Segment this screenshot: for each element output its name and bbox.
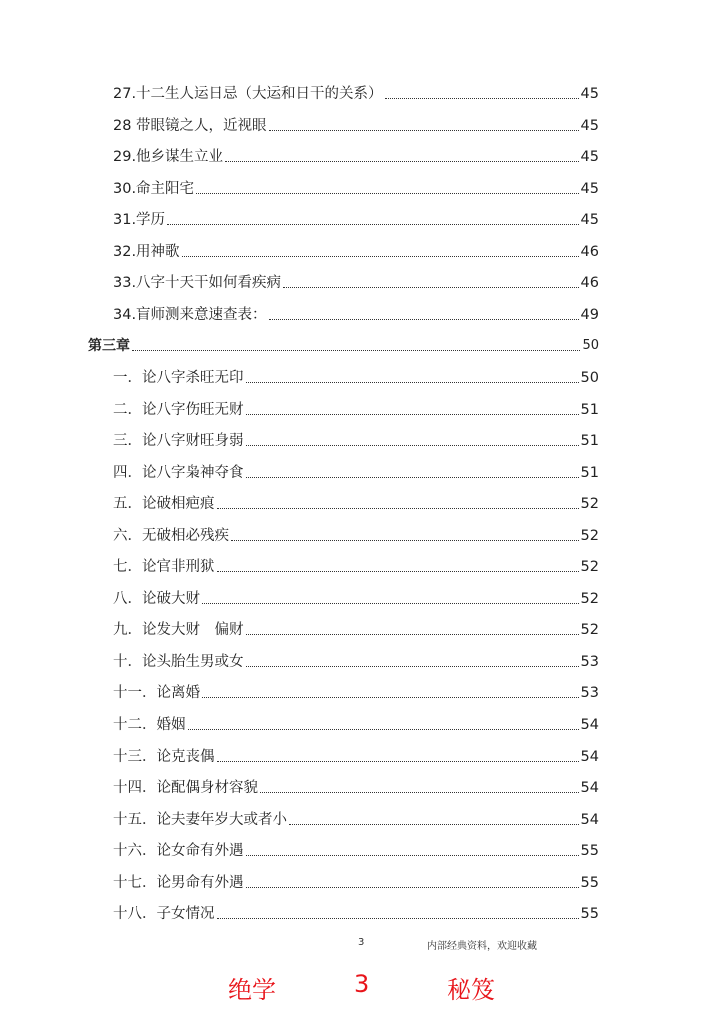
toc-entry-title: 六．无破相必残疾 xyxy=(113,527,229,544)
toc-entry-page: 54 xyxy=(580,811,599,828)
toc-entry-page: 45 xyxy=(580,86,599,102)
watermark-left: 绝学 xyxy=(228,976,276,1004)
dot-leader xyxy=(217,508,579,509)
toc-entry-page: 45 xyxy=(580,149,599,166)
toc-entry-title: 十一．论离婚 xyxy=(113,685,200,702)
dot-leader xyxy=(269,319,579,320)
dot-leader xyxy=(246,445,579,446)
toc-entry-title: 十六．论女命有外遇 xyxy=(113,843,244,860)
toc-entry-title: 29.他乡谋生立业 xyxy=(113,149,224,166)
dot-leader xyxy=(217,571,579,572)
toc-entry-page: 52 xyxy=(580,496,599,513)
toc-entry-page: 46 xyxy=(580,275,599,292)
dot-leader xyxy=(196,193,578,194)
toc-entry-title: 三．论八字财旺身弱 xyxy=(113,433,244,450)
watermark-middle: 3 xyxy=(354,970,370,998)
dot-leader xyxy=(246,414,579,415)
toc-entry-page: 52 xyxy=(580,590,599,607)
dot-leader xyxy=(246,666,579,667)
toc-entry-title: 二．论八字伤旺无财 xyxy=(113,401,244,418)
toc-entry-page: 49 xyxy=(580,306,599,323)
toc-entry-title: 八．论破大财 xyxy=(113,590,200,607)
toc-entry-title: 十．论头胎生男或女 xyxy=(113,653,244,670)
toc-entry-page: 52 xyxy=(580,527,599,544)
toc-entry-title: 十四．论配偶身材容貌 xyxy=(113,780,258,797)
toc-entry[interactable] xyxy=(113,209,599,231)
toc-entry-title: 九．论发大财 偏财 xyxy=(113,622,244,639)
toc-entry-title: 七．论官非刑狱 xyxy=(113,559,215,576)
toc-entry-page: 54 xyxy=(580,748,599,765)
dot-leader xyxy=(188,729,579,730)
dot-leader xyxy=(260,792,579,793)
toc-entry[interactable] xyxy=(113,241,599,263)
toc-entry[interactable] xyxy=(113,903,599,925)
dot-leader xyxy=(385,98,579,99)
toc-entry[interactable] xyxy=(113,430,599,452)
toc-entry-title: 十八．子女情况 xyxy=(113,906,215,923)
toc-entry-page: 46 xyxy=(580,243,599,260)
toc-entry-title: 32.用神歌 xyxy=(113,243,180,260)
toc-entry-page: 53 xyxy=(580,653,599,670)
toc-entry[interactable] xyxy=(113,619,599,641)
dot-leader xyxy=(132,350,580,351)
toc-entry[interactable] xyxy=(113,399,599,421)
toc-entry-page: 55 xyxy=(580,874,599,891)
toc-entry-page: 54 xyxy=(580,717,599,733)
toc-entry-title: 31.学历 xyxy=(113,212,166,229)
dot-leader xyxy=(246,477,579,478)
toc-entry[interactable] xyxy=(113,651,599,673)
toc-entry[interactable] xyxy=(113,746,599,768)
dot-leader xyxy=(246,634,579,635)
toc-entry-page: 54 xyxy=(580,780,599,797)
toc-entry-page: 55 xyxy=(580,906,599,923)
toc-entry[interactable] xyxy=(113,272,599,294)
toc-entry-page: 52 xyxy=(580,622,599,639)
toc-entry-title: 第三章 xyxy=(88,338,130,355)
dot-leader xyxy=(246,887,579,888)
toc-entry-page: 50 xyxy=(580,369,599,386)
toc-entry-title: 33.八字十天干如何看疾病 xyxy=(113,275,282,292)
toc-entry-title: 34.盲师测来意速查表： xyxy=(113,306,267,323)
toc-entry[interactable] xyxy=(113,367,599,389)
toc-entry-title: 五．论破相疤痕 xyxy=(113,496,215,513)
dot-leader xyxy=(283,287,578,288)
toc-entry-title: 十五．论夫妻年岁大或者小 xyxy=(113,811,287,828)
toc-entry-page: 51 xyxy=(580,464,599,481)
toc-entry-page: 51 xyxy=(580,433,599,450)
dot-leader xyxy=(217,918,579,919)
watermark-right: 秘笈 xyxy=(447,976,495,1004)
toc-entry[interactable] xyxy=(113,304,599,326)
footer-note: 内部经典资料，欢迎收藏 xyxy=(427,941,537,952)
toc-entry[interactable] xyxy=(113,115,599,137)
toc-entry-title: 十七．论男命有外遇 xyxy=(113,874,244,891)
toc-entry[interactable] xyxy=(113,462,599,484)
dot-leader xyxy=(202,603,579,604)
toc-entry[interactable] xyxy=(113,493,599,515)
toc-entry-title: 十二．婚姻 xyxy=(113,717,186,733)
toc-entry-page: 52 xyxy=(580,559,599,576)
toc-entry-title: 一．论八字杀旺无印 xyxy=(113,369,244,386)
toc-entry-title: 30.命主阳宅 xyxy=(113,180,195,197)
toc-entry[interactable] xyxy=(113,556,599,578)
toc-entry[interactable] xyxy=(113,840,599,862)
toc-entry[interactable] xyxy=(113,178,599,200)
toc-entry-page: 51 xyxy=(580,401,599,418)
footer-page-number: 3 xyxy=(358,937,365,948)
dot-leader xyxy=(225,161,578,162)
dot-leader xyxy=(246,382,579,383)
toc-entry-page: 55 xyxy=(580,843,599,860)
dot-leader xyxy=(231,540,579,541)
dot-leader xyxy=(289,824,579,825)
toc-entry[interactable] xyxy=(113,525,599,547)
toc-entry-page: 45 xyxy=(580,212,599,229)
toc-entry-title: 28 带眼镜之人，近视眼 xyxy=(113,117,267,134)
toc-entry-page: 53 xyxy=(580,685,599,702)
toc-entry[interactable] xyxy=(113,146,599,168)
toc-entry-page: 50 xyxy=(582,338,599,354)
toc-entry-page: 45 xyxy=(580,180,599,197)
toc-entry[interactable] xyxy=(113,682,599,704)
dot-leader xyxy=(167,224,578,225)
toc-entry[interactable] xyxy=(113,588,599,610)
toc-entry-title: 十三．论克丧偶 xyxy=(113,748,215,765)
dot-leader xyxy=(217,761,579,762)
toc-entry[interactable] xyxy=(113,809,599,831)
toc-entry-title: 27.十二生人运日忌（大运和日干的关系） xyxy=(113,86,383,102)
toc-entry-page: 45 xyxy=(580,117,599,134)
toc-chapter-entry[interactable] xyxy=(88,335,599,357)
toc-entry[interactable] xyxy=(113,83,599,105)
toc-entry[interactable] xyxy=(113,714,599,736)
toc-entry[interactable] xyxy=(113,872,599,894)
toc-entry[interactable] xyxy=(113,777,599,799)
dot-leader xyxy=(246,855,579,856)
dot-leader xyxy=(269,130,579,131)
dot-leader xyxy=(182,256,579,257)
dot-leader xyxy=(202,697,579,698)
toc-entry-title: 四．论八字枭神夺食 xyxy=(113,464,244,481)
